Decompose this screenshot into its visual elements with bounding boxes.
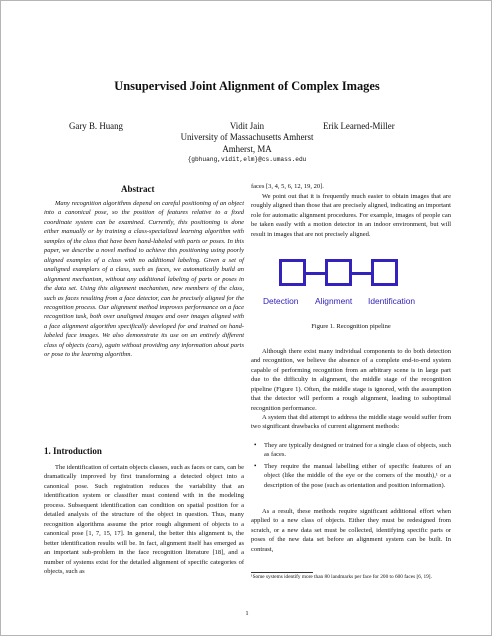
alignment-box <box>325 259 352 286</box>
list-item: • They require the manual labelling either of specific features of an object (like the middle of the eye or the corners of the mouth),¹ or a description of the pose (such as orientation and position information). <box>251 462 451 490</box>
identification-box <box>371 259 398 286</box>
alignment-label: Alignment <box>315 296 353 306</box>
identification-label: Identification <box>368 296 416 306</box>
location: Amherst, MA <box>222 143 272 154</box>
pipeline-connector-1 <box>306 272 325 275</box>
detection-label: Detection <box>263 296 299 306</box>
right-para-4: A system that did attempt to address the middle stage would suffer from two significant drawbacks of current alignment methods: <box>251 414 451 431</box>
paper-title: Unsupervised Joint Alignment of Complex Images <box>114 79 380 93</box>
right-para-3: Although there exist many individual components to do both detection and recognition, we believe the absence of a complete end-to-end system capable of performing recognition from an arbitrary scene is in large part due to the difficulty in alignment, the middle stage of the recognition pipeline (Figure 1). Often, the middle stage is ignored, with the assumption that the detector will perform a rough alignment, leading to suboptimal recognition performance. <box>251 348 451 412</box>
list-item: • They are typically designed or trained for a single class of objects, such as faces. <box>251 441 451 460</box>
author-jain: Vidit Jain <box>229 121 265 131</box>
drawbacks-list <box>251 441 451 490</box>
detection-box <box>279 259 306 286</box>
author-emails: {gbhuang,vidit,elm}@cs.umass.edu <box>187 156 307 163</box>
right-para-5: As a result, these methods require significant additional effort when applied to a new class of objects. Either they must be redesigned from scratch, or a new data set must be collected, identifying specific parts or poses of the new data set before an alignment system can be built. In contrast, <box>251 508 451 553</box>
footnote: ¹Some systems identify more than 80 landmarks per face for 200 to 600 faces [6, 19]. <box>251 574 432 580</box>
abstract-heading: Abstract <box>121 184 155 194</box>
introduction-text: The identification of certain objects classes, such as faces or cars, can be dramatically improved by first transforming a detected object into a canonical pose. Such registration reduces the variability that an identification system or classifier must contend with in the modeling process. Subsequent identification can condition on spatial position for a detailed analysis of the structure of the object in question. Thus, many recognition algorithms assume the prior rough alignment of objects to a canonical pose [1, 7, 15, 17]. In general, the better this alignment is, the better identification results will be. In fact, alignment itself has emerged as an important sub-problem in the face recognition literature [18], and a number of systems exist for the detailed alignment of specific categories of objects, such as <box>44 464 244 575</box>
right-para-2: We point out that it is frequently much easier to obtain images that are roughly aligned than those that are precisely aligned, indicating an important role for automatic alignment procedures. For example, images of people can be taken easily with a motion detector in an indoor environment, but will result in images that are not precisely aligned. <box>251 193 451 238</box>
author-learned-miller: Erik Learned-Miller <box>323 121 395 131</box>
page-number: 1 <box>245 610 249 617</box>
author-huang: Gary B. Huang <box>69 121 123 131</box>
introduction-heading: 1. Introduction <box>44 446 102 456</box>
footnote-divider <box>251 572 313 573</box>
abstract-text: Many recognition algorithms depend on careful positioning of an object into a canonical pose, so the position of features relative to a fixed coordinate system can be examined. Currently, this positioning is done either manually or by training a class-specialized learning algorithm with samples of the class that have been hand-labeled with parts or poses. In this paper, we describe a novel method to achieve this positioning using poorly aligned examples of a class with no additional labeling. Given a set of unaligned examplars of a class, such as faces, we automatically build an alignment mechanism, without any additional labeling of parts or poses in the data set. Using this alignment mechanism, new members of the class, such as faces resulting from a face detector, can be precisely aligned for the recognition process. Our alignment method improves performance on a face recognition task, both over unaligned images and over images aligned with a face alignment algorithm specifically developed for and trained on hand-labeled face images. We also demonstrate its use on an entirely different class of objects (cars), again without providing any information about parts or pose to the learning algorithm. <box>44 200 244 359</box>
pipeline-connector-2 <box>352 272 371 275</box>
author-center-block <box>1 121 492 155</box>
right-para-1: faces [3, 4, 5, 6, 12, 19, 20]. <box>251 183 324 190</box>
affiliation: University of Massachusetts Amherst <box>180 132 314 143</box>
figure-caption: Figure 1. Recognition pipeline <box>311 323 391 330</box>
